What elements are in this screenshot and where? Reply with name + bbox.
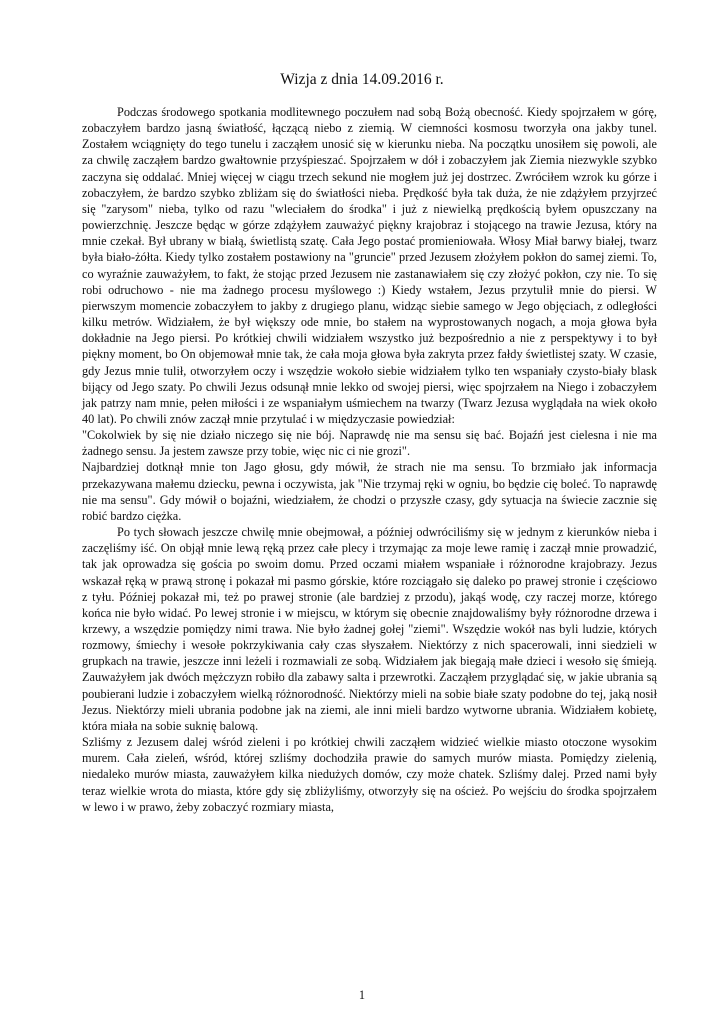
paragraph: Najbardziej dotknął mnie ton Jago głosu, gdy mówił, że strach nie ma sensu. To brzmiało jak informacja przekazywana małemu dziecku, pewna i oczywista, jak "Nie trzymaj ręki w ogniu, bo będzie cię boleć. To naprawdę nie ma sensu". Gdy mówił o bojaźni, wiedziałem, że chodzi o przyszłe czasy, gdy sytuacja na świecie zacznie się robić bardzo ciężka.: [82, 460, 657, 523]
document-title: Wizja z dnia 14.09.2016 r.: [280, 71, 444, 88]
document-body: [82, 104, 657, 815]
paragraph: Szliśmy z Jezusem dalej wśród zieleni i po krótkiej chwili zacząłem widzieć wielkie miasto otoczone wysokim murem. Cała zieleń, wśród, której szliśmy dochodziła prawie do samych murów miasta. Pomiędzy zielenią, niedaleko murów miasta, zauważyłem kilka niedużych domów, czy może chatek. Szliśmy dalej. Przed nami były teraz wielkie wrota do miasta, które gdy się zbliżyliśmy, otworzyły się na oścież. Po wejściu do środka spojrzałem w lewo i w prawo, żeby zobaczyć rozmiary miasta,: [82, 735, 657, 814]
paragraph: Podczas środowego spotkania modlitewnego poczułem nad sobą Bożą obecność. Kiedy spojrzałem w górę, zobaczyłem bardzo jasną światłość, łączącą niebo z ziemią. W ciemności kosmosu tworzyła ona jakby tunel. Zostałem wciągnięty do tego tunelu i zacząłem unosić się w kierunku nieba. Na początku unosiłem się powoli, ale za chwilę zacząłem bardzo gwałtownie przyśpieszać. Spojrzałem w dół i zobaczyłem jak Ziemia niezwykle szybko zaczyna się oddalać. Mniej więcej w ciągu trzech sekund nie mogłem już jej dostrzec. Zwróciłem wzrok ku górze i zobaczyłem, że bardzo szybko zbliżam się do światłości nieba. Prędkość była tak duża, że nie zdążyłem przyjrzeć się "zarysom" nieba, tylko od razu "wleciałem do środka" i już z niewielką prędkością byłem opuszczany na powierzchnię. Jeszcze będąc w górze zdążyłem zauważyć piękny krajobraz i stojącego na trawie Jezusa, który na mnie czekał. Był ubrany w białą, świetlistą szatę. Cała Jego postać promieniowała. Włosy Miał barwy białej, twarz była biało-żółta. Kiedy tylko zostałem postawiony na "gruncie" przed Jezusem złożyłem pokłon do samej ziemi. To, co wyraźnie zauważyłem, to fakt, że stojąc przed Jezusem nie zastanawiałem się czy złożyć pokłon, czy nie. To się robi odruchowo - nie ma żadnego procesu myślowego :) Kiedy wstałem, Jezus przytulił mnie do piersi. W pierwszym momencie zobaczyłem to jakby z drugiego planu, widząc siebie samego w Jego objęciach, z odległości kilku metrów. Widziałem, że był większy ode mnie, bo stałem na wyprostowanych nogach, a moja głowa była dokładnie na Jego piersi. Po krótkiej chwili widziałem wszystko już bezpośrednio a nie z perspektywy i to był piękny moment, bo On objemował mnie tak, że cała moja głowa była zakryta przez fałdy świetlistej szaty. W czasie, gdy Jezus mnie tulił, otworzyłem oczy i wszędzie wokoło siebie widziałem tylko ten wspaniały czysto-biały blask bijący od Jego szaty. Po chwili Jezus odsunął mnie lekko od swojej piersi, więc spojrzałem na Niego i zobaczyłem jak patrzy nam mnie, pełen miłości i ze wspaniałym uśmiechem na twarzy (Twarz Jezusa wyglądała na wiek około 40 lat). Po chwili znów zaczął mnie przytulać i w międzyczasie powiedział:: [82, 105, 657, 426]
paragraph-quote: "Cokolwiek by się nie działo niczego się nie bój. Naprawdę nie ma sensu się bać. Bojaźń jest cielesna i nie ma żadnego sensu. Ja jestem zawsze przy tobie, więc nic ci nie grozi".: [82, 428, 657, 459]
page-number: 1: [358, 988, 366, 1002]
paragraph: Po tych słowach jeszcze chwilę mnie obejmował, a później odwróciliśmy się w jednym z kierunków nieba i zaczęliśmy iść. On objął mnie lewą ręką przez całe plecy i trzymając za moje lewe ramię i zaczął mnie prowadzić, tak jak oprowadza się gościa po swoim domu. Przed oczami miałem wspaniałe i różnorodne krajobrazy. Jezus wskazał ręką w prawą stronę i pokazał mi pasmo górskie, które rozciągało się daleko po prawej stronie i częściowo z tyłu. Później pokazał mi, też po prawej stronie (ale bardziej z przodu), jakąś wodę, czy raczej morze, którego końca nie było widać. Po lewej stronie i w miejscu, w którym się obecnie znajdowaliśmy były różnorodne drzewa i krzewy, a wszędzie pomiędzy nimi trawa. Nie było żadnej gołej "ziemi". Wszędzie wokół nas byli ludzie, których rozmowy, śmiechy i wesołe pokrzykiwania cały czas słyszałem. Niektórzy z nich spacerowali, inni siedzieli w grupkach na trawie, jeszcze inni leżeli i rozmawiali ze sobą. Widziałem jak biegają małe dzieci i wesoło się śmieją. Zauważyłem jak dwóch mężczyzn robiło dla zabawy salta i przewrotki. Zacząłem przyglądać się, w jakie ubrania są poubierani ludzie i zobaczyłem wielką różnorodność. Niektórzy mieli na sobie białe szaty podobne do tej, jaką nosił Jezus. Niektórzy mieli ubrania podobne jak na ziemi, ale inni mieli bardzo wytworne ubrania. Widziałem kobietę, która miała na sobie suknię balową.: [82, 525, 657, 733]
